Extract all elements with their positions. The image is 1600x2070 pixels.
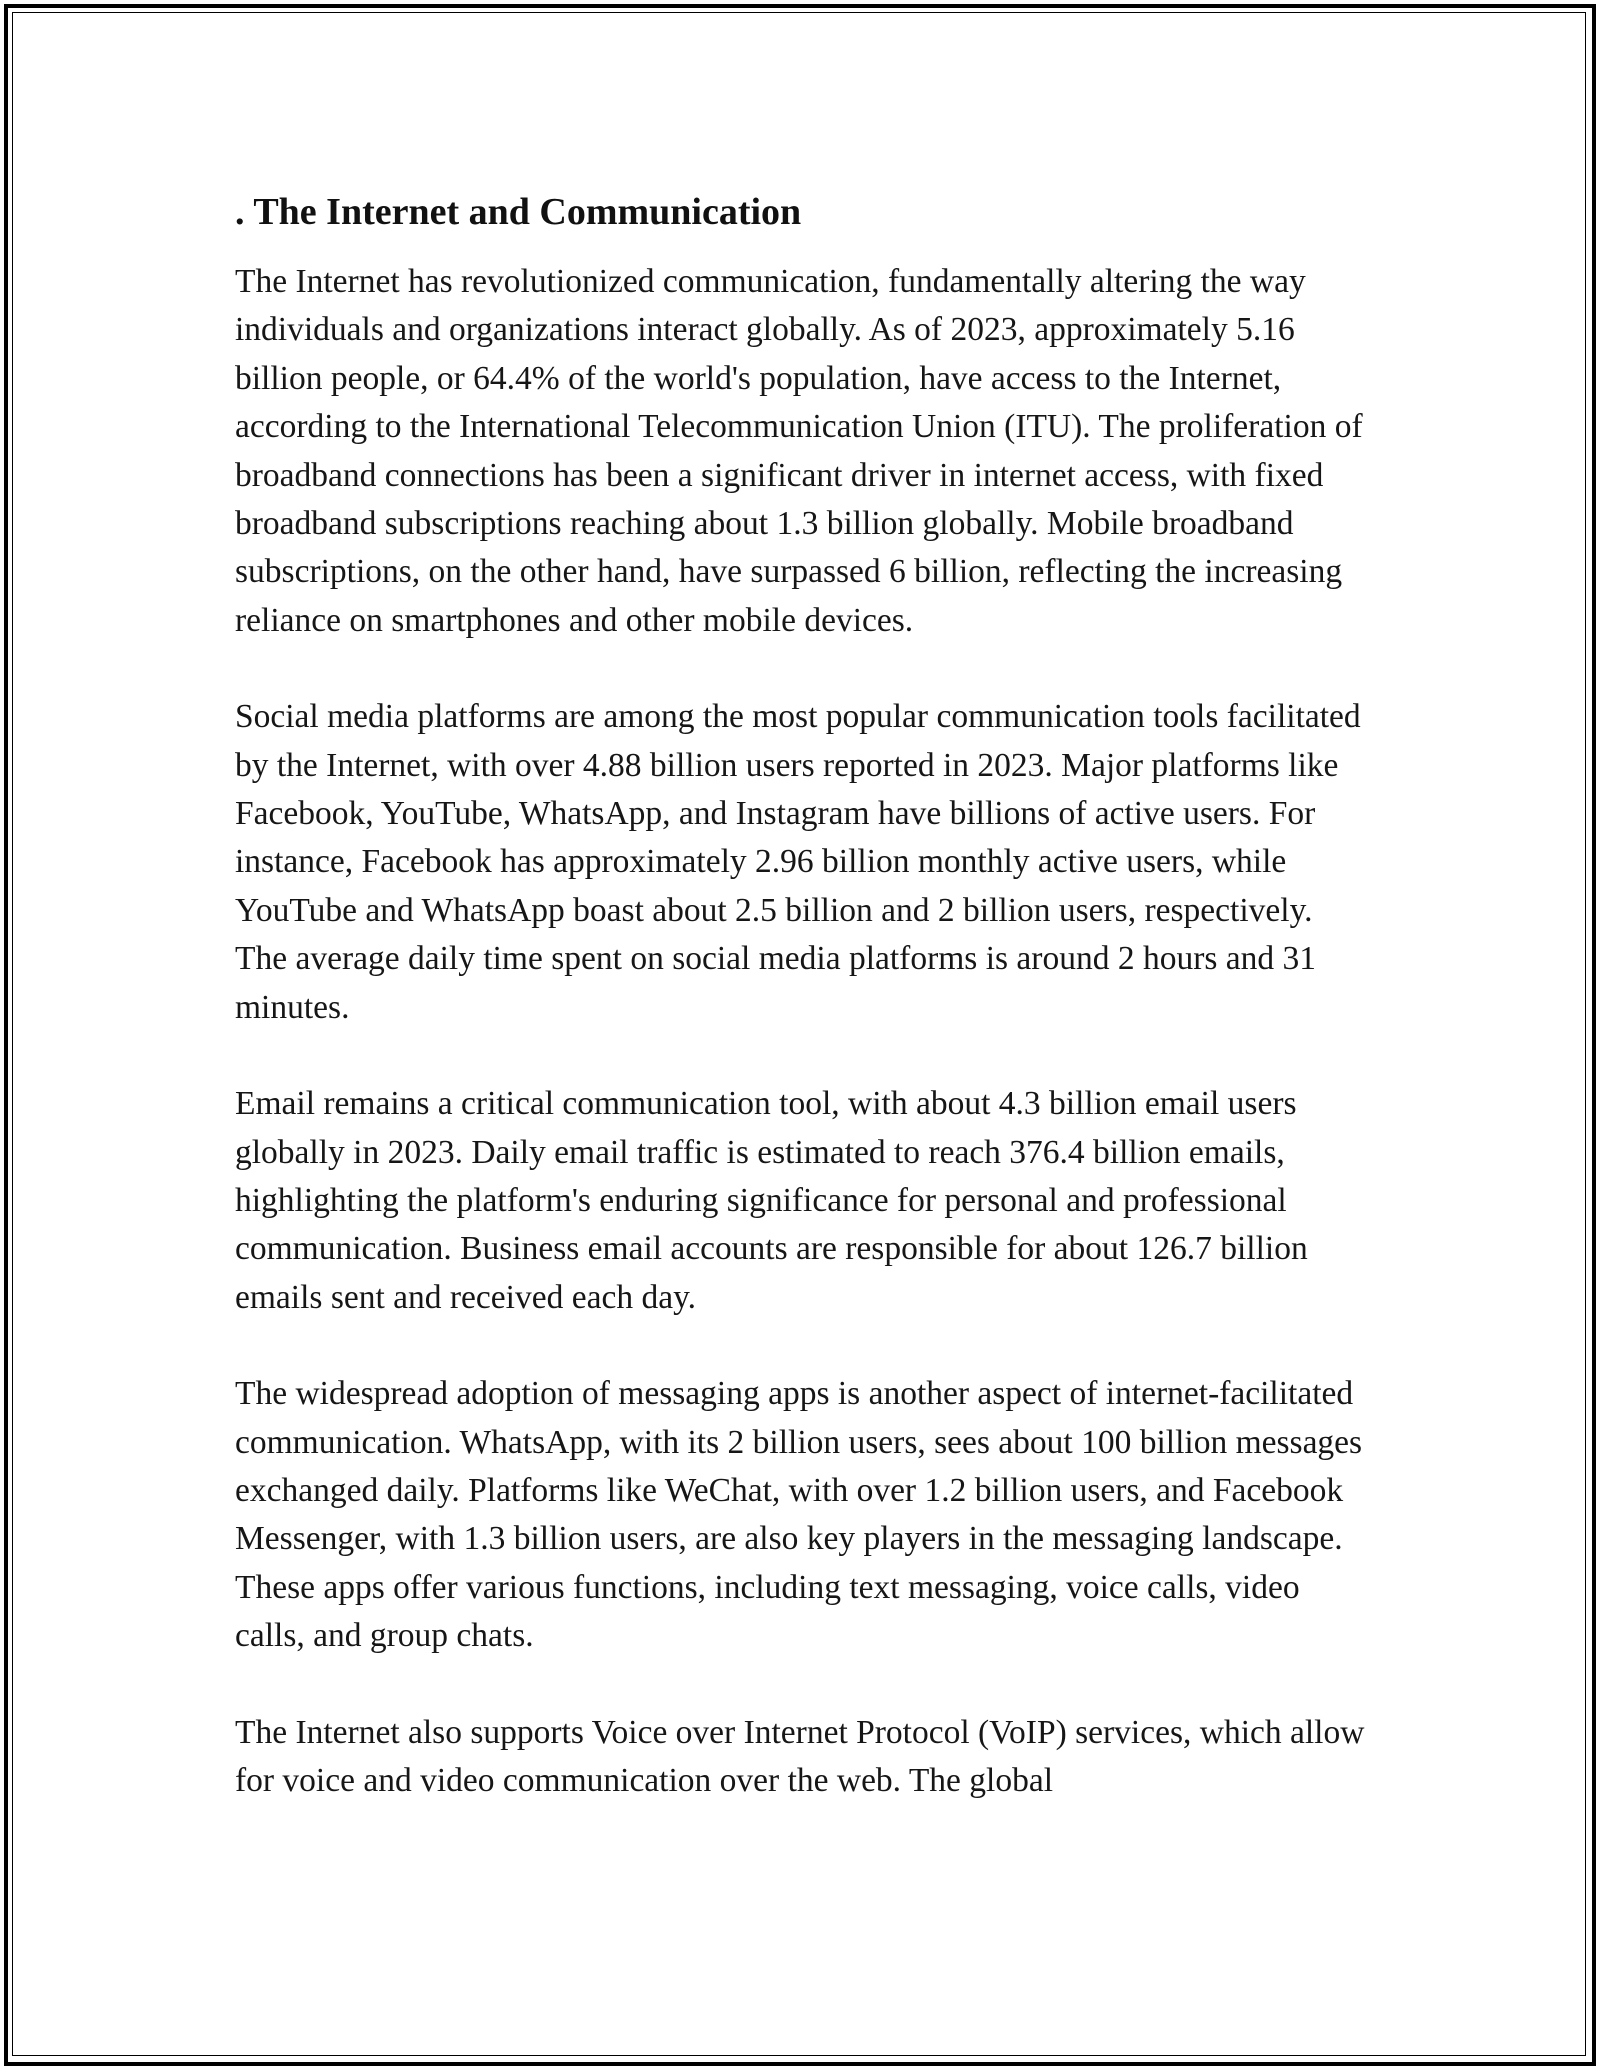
document-body [235,186,1370,1853]
paragraph-voip: The Internet also supports Voice over Internet Protocol (VoIP) services, which allow for voice and video communication over the web. The global [235,1713,1365,1799]
paragraph-internet-access: The Internet has revolutionized communication, fundamentally altering the way individuals and organizations interact globally. As of 2023, approximately 5.16 billion people, or 64.4% of the world's population, have access to the Internet, according to the International Telecommunication Union (ITU). The proliferation of broadband connections has been a significant driver in internet access, with fixed broadband subscriptions reaching about 1.3 billion globally. Mobile broadband subscriptions, on the other hand, have surpassed 6 billion, reflecting the increasing reliance on smartphones and other mobile devices. [235,263,1363,639]
paragraph-social-media: Social media platforms are among the most popular communication tools facilitated by the Internet, with over 4.88 billion users reported in 2023. Major platforms like Facebook, YouTube, WhatsApp, and Instagram have billions of active users. For instance, Facebook has approximately 2.96 billion monthly active users, while YouTube and WhatsApp boast about 2.5 billion and 2 billion users, respectively. The average daily time spent on social media platforms is around 2 hours and 31 minutes. [235,698,1361,1026]
section-heading: . The Internet and Communication [235,191,802,233]
paragraph-email: Email remains a critical communication tool, with about 4.3 billion email users globally in 2023. Daily email traffic is estimated to reach 376.4 billion emails, highlighting the platform's enduring significance for personal and professional communication. Business email accounts are responsible for about 126.7 billion emails sent and received each day. [235,1085,1308,1316]
paragraph-messaging-apps: The widespread adoption of messaging apps is another aspect of internet-facilitated communication. WhatsApp, with its 2 billion users, sees about 100 billion messages exchanged daily. Platforms like WeChat, with over 1.2 billion users, and Facebook Messenger, with 1.3 billion users, are also key players in the messaging landscape. These apps offer various functions, including text messaging, voice calls, video calls, and group chats. [235,1375,1363,1655]
